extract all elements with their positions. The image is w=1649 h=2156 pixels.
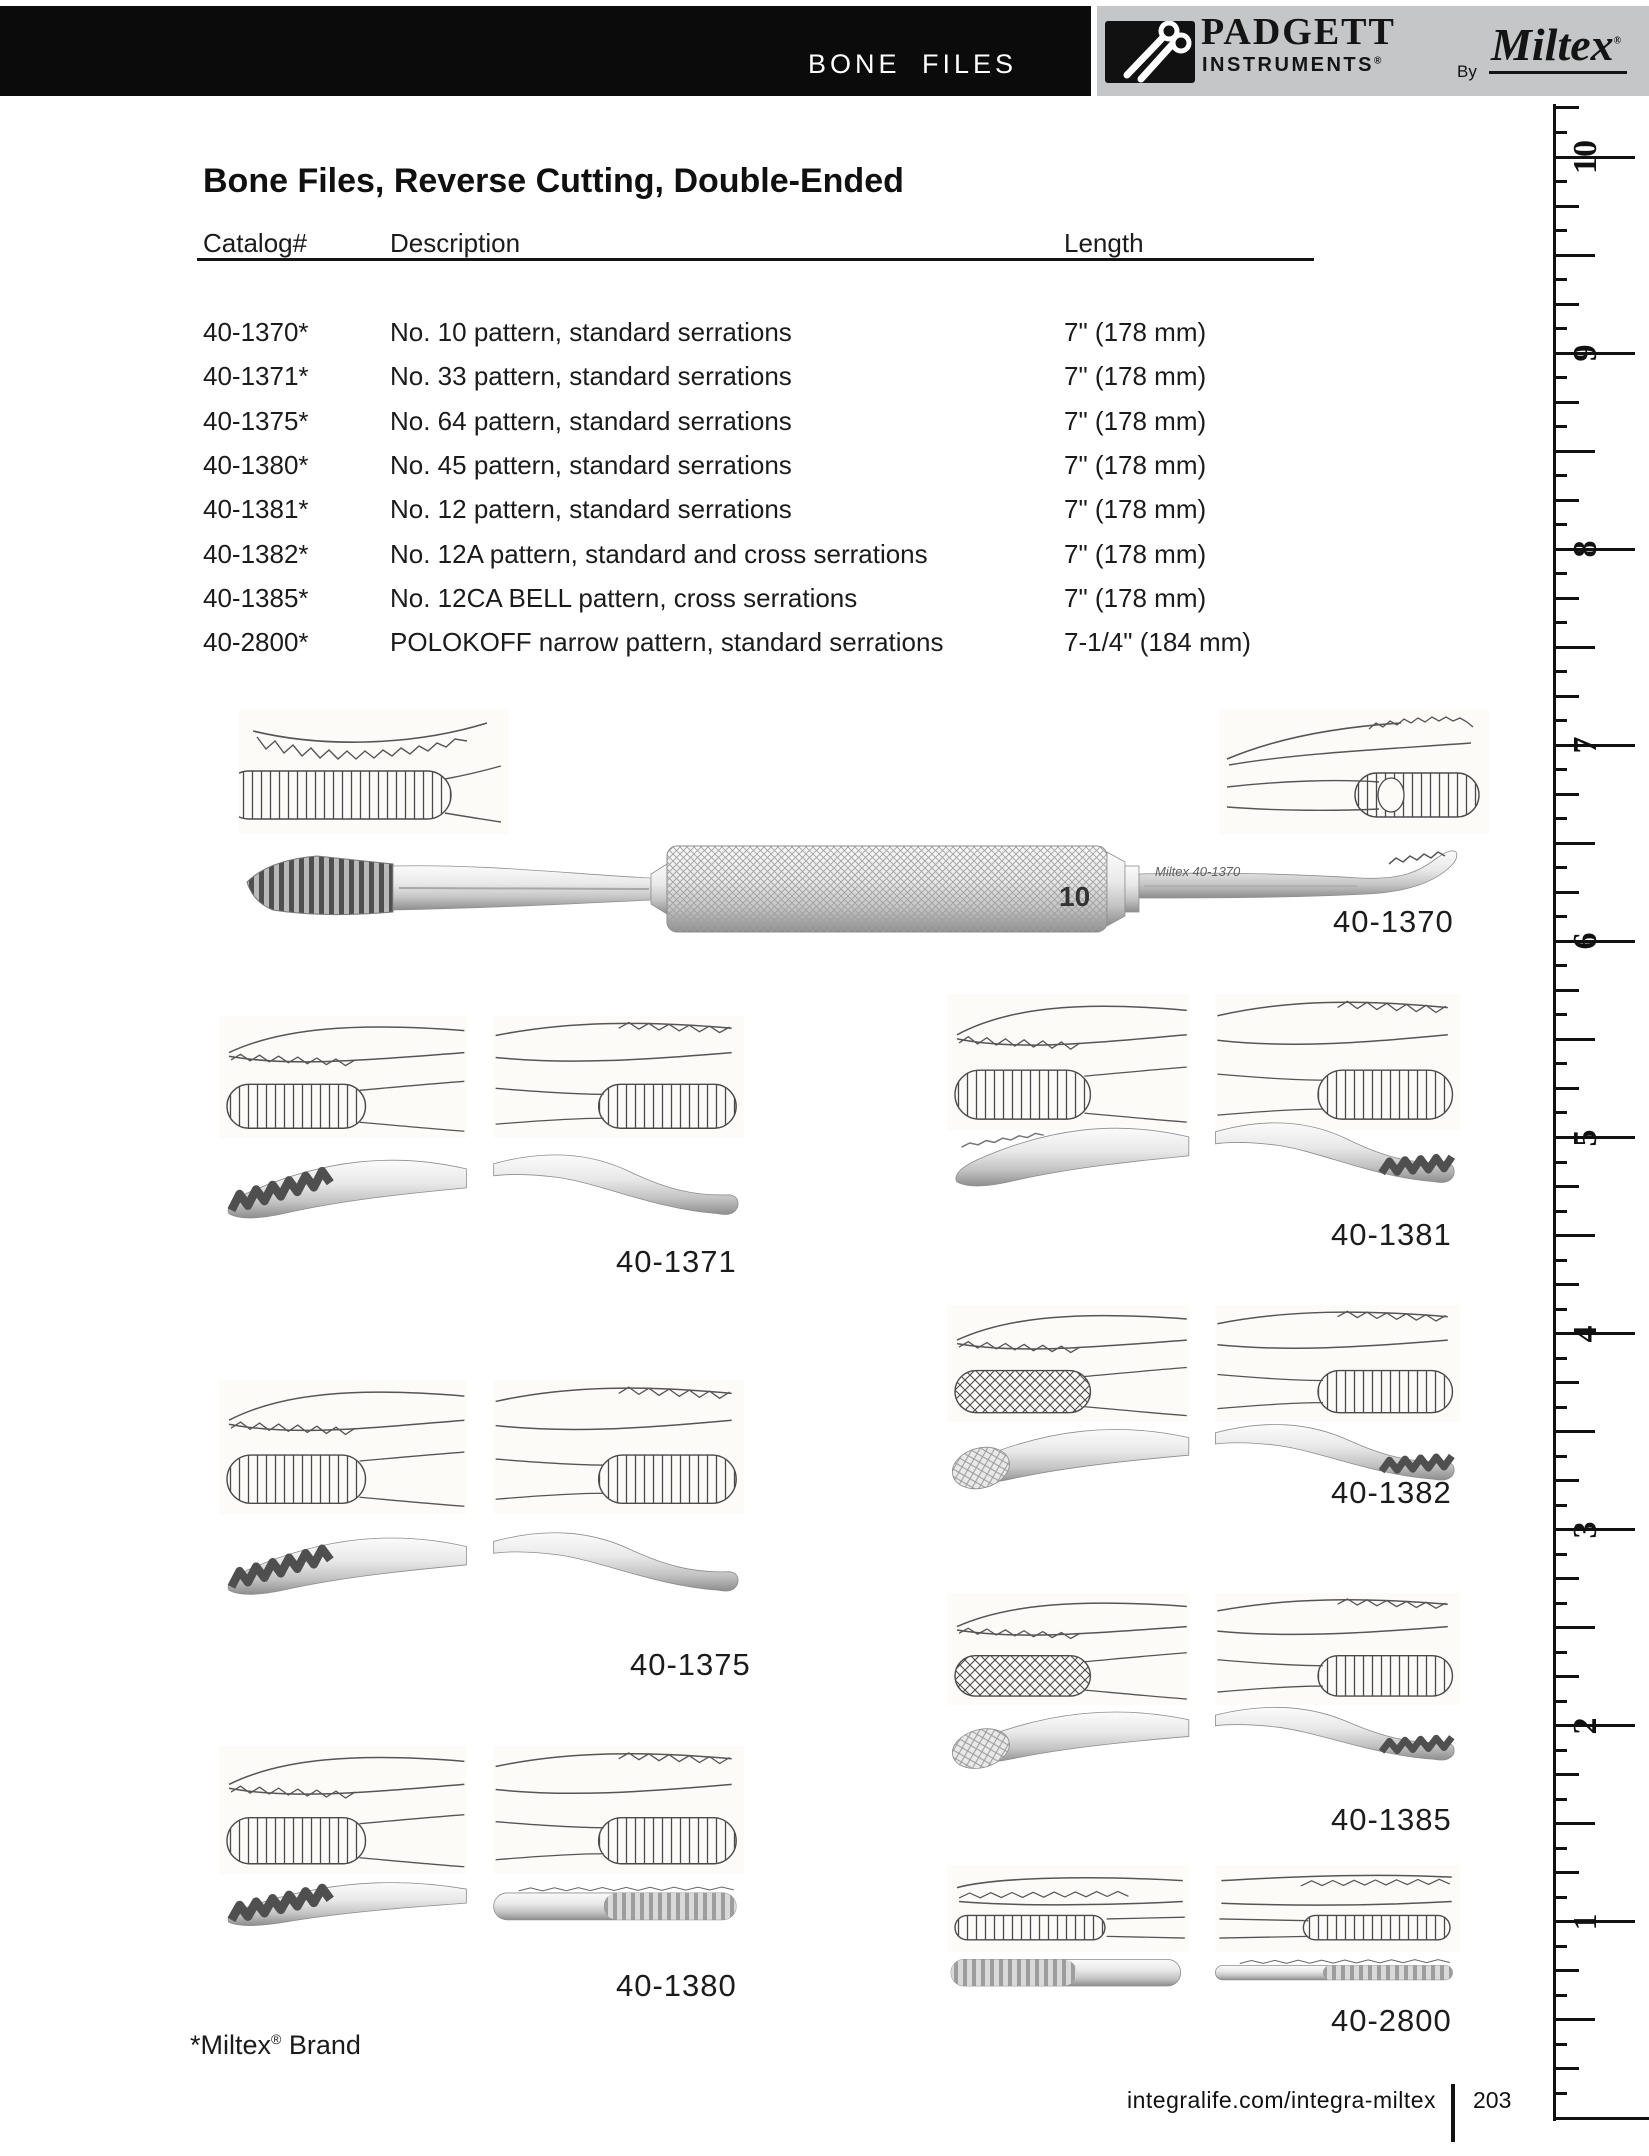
footer-url: integralife.com/integra-miltex: [1127, 2087, 1437, 2113]
cell-description: POLOKOFF narrow pattern, standard serrations: [390, 627, 944, 658]
brand-footnote: [190, 2030, 361, 2061]
table-body: [203, 317, 1383, 687]
figure-label: 40-1370: [1333, 904, 1454, 939]
figure-40-1381: [945, 990, 1465, 1256]
cell-description: No. 33 pattern, standard serrations: [390, 361, 792, 392]
ruler-tick: [1553, 131, 1567, 134]
ruler-tick: [1553, 1308, 1567, 1311]
product-images-40-1371: [217, 1010, 749, 1245]
ruler-tick: [1553, 278, 1567, 281]
page-title: Bone Files, Reverse Cutting, Double-Ended: [203, 162, 904, 200]
cell-catalog: 40-1370*: [203, 317, 309, 347]
ruler-tick: [1553, 1038, 1595, 1041]
product-photo-40-1370: [239, 826, 1461, 934]
table-row: [203, 317, 1383, 361]
figure-40-1371: [217, 1010, 749, 1282]
col-description: Description: [390, 228, 521, 258]
ruler-tick: [1553, 817, 1567, 820]
ruler-tick: [1553, 1062, 1567, 1065]
cell-catalog: 40-1382*: [203, 538, 309, 569]
ruler-tick: [1553, 989, 1579, 992]
product-images-40-1375: [217, 1380, 749, 1620]
ruler-tick: [1553, 1945, 1567, 1948]
cell-description: No. 45 pattern, standard serrations: [390, 449, 792, 480]
ruler-tick: [1553, 303, 1579, 306]
ruler-number: 7: [1567, 736, 1604, 754]
ruler-tick: [1553, 450, 1595, 453]
ruler-tick: [1553, 499, 1579, 502]
ruler-number: 2: [1567, 1717, 1604, 1735]
ruler-tick: [1553, 254, 1595, 257]
ruler-tick: [1553, 915, 1567, 918]
ruler-tick: [1553, 1210, 1567, 1213]
figure-40-1375: [217, 1380, 749, 1690]
cell-catalog: 40-1381*: [203, 494, 309, 525]
ruler-tick: [1553, 695, 1579, 698]
figure-label: 40-1385: [1331, 1802, 1452, 1837]
cell-catalog: 40-1371*: [203, 361, 309, 392]
ruler-number: 10: [1567, 140, 1604, 174]
ruler-tick: [1553, 1994, 1567, 1997]
cell-length: 7" (178 mm): [1064, 582, 1207, 613]
ruler-tick: [1553, 106, 1579, 109]
table-header: [203, 228, 1353, 260]
ruler-tick: [1553, 1969, 1579, 1972]
footnote-text: Brand: [281, 2030, 361, 2060]
table-row: [203, 361, 1383, 405]
cell-catalog: 40-1375*: [203, 405, 309, 436]
figure-label: 40-1375: [630, 1647, 751, 1682]
ruler-tick: [1553, 1651, 1567, 1654]
tip-drawing-40-1370-right: [1219, 709, 1489, 834]
cell-description: No. 10 pattern, standard serrations: [390, 317, 792, 347]
ruler-tick: [1553, 1357, 1567, 1360]
ruler-number: 6: [1567, 932, 1604, 950]
section-header-bar: [0, 6, 1091, 96]
ruler-tick: [1553, 572, 1567, 575]
cell-length: 7" (178 mm): [1064, 538, 1207, 569]
table-row: [203, 494, 1383, 538]
figure-label: 40-2800: [1331, 2003, 1452, 2038]
table-row: [203, 406, 1383, 450]
ruler-tick: [1553, 1381, 1579, 1384]
ruler-tick: [1553, 719, 1567, 722]
ruler-tick: [1553, 1896, 1567, 1899]
ruler: [1553, 0, 1649, 2156]
product-images-40-2800: [945, 1860, 1465, 1995]
cell-description: No. 12CA BELL pattern, cross serrations: [390, 582, 858, 613]
cell-length: 7" (178 mm): [1064, 317, 1207, 347]
figure-40-1385: [945, 1590, 1465, 1835]
ruler-tick: [1553, 1700, 1567, 1703]
ruler-tick: [1553, 1822, 1595, 1825]
ruler-number: 8: [1567, 540, 1604, 558]
ruler-tick: [1553, 793, 1579, 796]
ruler-tick: [1553, 523, 1567, 526]
ruler-tick: [1553, 401, 1579, 404]
table-row: [203, 627, 1383, 671]
col-length: Length: [1064, 228, 1144, 258]
ruler-tick: [1553, 1111, 1567, 1114]
ruler-tick: [1553, 768, 1567, 771]
ruler-tick: [1553, 425, 1567, 428]
ruler-tick: [1553, 1455, 1567, 1458]
logo-brand-text: PADGETT: [1201, 11, 1396, 53]
ruler-tick: [1553, 1406, 1567, 1409]
product-images-40-1385: [945, 1590, 1465, 1785]
logo-by-text: By: [1457, 62, 1477, 81]
cell-catalog: 40-2800*: [203, 627, 309, 658]
ruler-tick: [1553, 891, 1579, 894]
ruler-tick: [1553, 1871, 1579, 1874]
cell-description: No. 64 pattern, standard serrations: [390, 405, 792, 436]
ruler-tick: [1553, 1259, 1567, 1262]
ruler-number: 4: [1567, 1325, 1604, 1343]
ruler-tick: [1553, 1185, 1579, 1188]
page-number: 203: [1473, 2087, 1512, 2113]
cell-catalog: 40-1385*: [203, 582, 309, 613]
table-header-rule: [197, 258, 1314, 261]
scissors-logo-icon: [1105, 21, 1195, 83]
cell-description: No. 12A pattern, standard and cross serrations: [390, 538, 928, 569]
cell-length: 7" (178 mm): [1064, 405, 1207, 436]
ruler-tick: [1553, 1479, 1579, 1482]
ruler-tick: [1553, 1013, 1567, 1016]
ruler-tick: [1553, 842, 1595, 845]
col-catalog: Catalog#: [203, 228, 308, 258]
ruler-tick: [1553, 1602, 1567, 1605]
registered-mark: ®: [1613, 35, 1622, 47]
cell-length: 7" (178 mm): [1064, 449, 1207, 480]
figure-40-2800: [945, 1860, 1465, 2038]
footer-divider: [1451, 2084, 1455, 2142]
ruler-tick: [1553, 1283, 1579, 1286]
ruler-tick: [1553, 670, 1567, 673]
logo-miltex-text: Miltex: [1491, 19, 1614, 70]
ruler-tick: [1553, 1553, 1567, 1556]
product-images-40-1381: [945, 990, 1465, 1208]
figure-40-1380: [217, 1742, 749, 2004]
ruler-tick: [1553, 229, 1567, 232]
ruler-tick: [1553, 2043, 1567, 2046]
ruler-tick: [1553, 1087, 1579, 1090]
ruler-tick: [1553, 205, 1579, 208]
figure-label: 40-1382: [1331, 1475, 1452, 1510]
figure-label: 40-1381: [1331, 1217, 1452, 1252]
ruler-tick: [1553, 964, 1567, 967]
ruler-tick: [1553, 1234, 1595, 1237]
ruler-number: 5: [1567, 1129, 1604, 1146]
table-row: [203, 539, 1383, 583]
ruler-tick: [1553, 597, 1579, 600]
ruler-number: 9: [1567, 344, 1604, 362]
ruler-tick: [1553, 1504, 1567, 1507]
logo-sub-brand-text: [1202, 54, 1384, 77]
ruler-tick: [1553, 474, 1567, 477]
ruler-tick: [1553, 646, 1595, 649]
ruler-tick: [1553, 1430, 1595, 1433]
footnote-text: *Miltex: [190, 2030, 272, 2060]
table-row: [203, 450, 1383, 494]
figure-label: 40-1371: [616, 1244, 737, 1279]
figure-label: 40-1380: [616, 1968, 737, 2003]
section-title: BONE FILES: [807, 49, 1017, 79]
ruler-tick: [1553, 327, 1567, 330]
cell-catalog: 40-1380*: [203, 449, 309, 480]
handle-number: 10: [1059, 881, 1091, 912]
ruler-tick: [1553, 1577, 1579, 1580]
registered-mark: ®: [1373, 55, 1384, 67]
tip-drawing-40-1370-left: [239, 709, 509, 834]
ruler-tick: [1553, 866, 1567, 869]
ruler-tick: [1553, 1773, 1579, 1776]
ruler-tick: [1553, 1749, 1567, 1752]
ruler-tick: [1553, 180, 1567, 183]
ruler-tick: [1553, 1626, 1595, 1629]
logo-sub-brand: INSTRUMENTS: [1202, 54, 1374, 76]
ruler-tick: [1553, 1847, 1567, 1850]
ruler-number: 1: [1567, 1913, 1604, 1931]
ruler-tick: [1553, 1675, 1579, 1678]
ruler-tick: [1553, 2092, 1567, 2095]
cell-length: 7" (178 mm): [1064, 361, 1207, 392]
ruler-tick: [1553, 621, 1567, 624]
ruler-tick: [1553, 1798, 1567, 1801]
ruler-tick: [1553, 376, 1567, 379]
figure-40-1382: [945, 1300, 1465, 1515]
ruler-tick: [1553, 2067, 1579, 2070]
product-images-40-1380: [217, 1742, 749, 1947]
ruler-tick: [1553, 1161, 1567, 1164]
ruler-number: 3: [1567, 1521, 1604, 1539]
table-row: [203, 583, 1383, 627]
cell-length: 7-1/4" (184 mm): [1064, 627, 1251, 658]
ruler-tick: [1553, 2117, 1649, 2120]
ruler-tick: [1553, 2018, 1595, 2021]
cell-description: No. 12 pattern, standard serrations: [390, 494, 792, 525]
registered-mark: ®: [271, 2031, 282, 2047]
etched-text: Miltex 40-1370: [1155, 864, 1241, 879]
cell-length: 7" (178 mm): [1064, 494, 1207, 525]
